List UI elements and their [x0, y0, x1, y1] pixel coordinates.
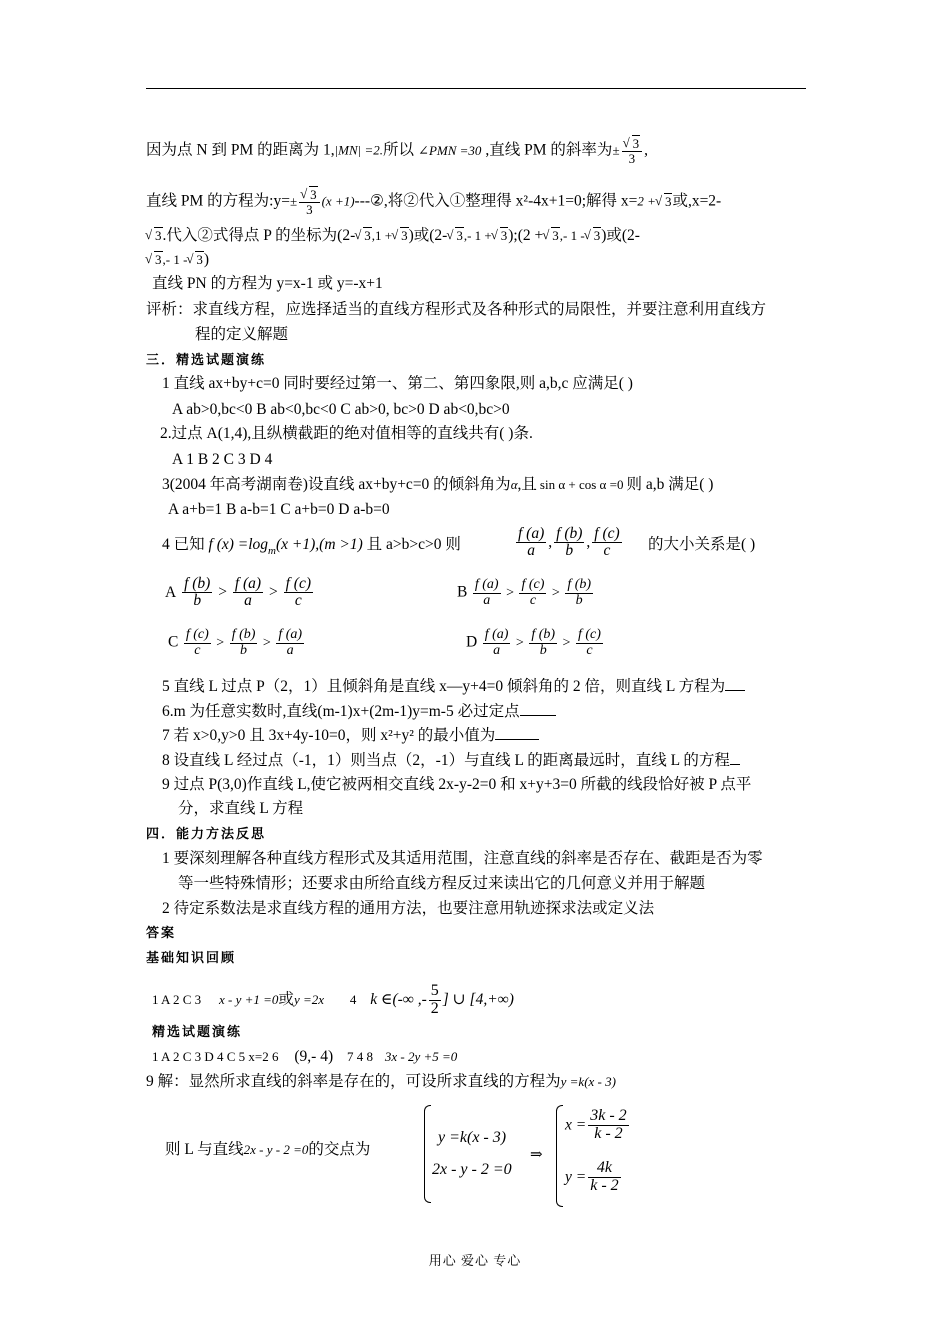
text-span: ,且	[517, 476, 537, 493]
text-span: 或,x=2-	[672, 192, 722, 210]
denominator: 3	[306, 201, 313, 217]
math-eq: x - y +1 =0	[219, 991, 279, 1007]
question-9-line-2: 分，求直线 L 方程	[178, 800, 304, 817]
right-brace	[556, 1105, 563, 1207]
system-intro	[165, 1140, 370, 1160]
text-line-3	[146, 226, 640, 246]
question-3-options: A a+b=1 B a-b=1 C a+b=0 D a-b=0	[168, 501, 390, 518]
question-8	[162, 750, 740, 771]
fraction-fb-b: $\frac{f (b)}{b}$	[231, 627, 256, 658]
fraction-fa-a: $\frac{f (a)}{a}$	[484, 627, 509, 658]
text-line-2	[146, 188, 721, 216]
fraction-fc-c: $\frac{f (c)}{c}$	[521, 577, 545, 608]
answer-blank	[495, 725, 539, 740]
math-sub-m: m	[268, 545, 276, 557]
math-root: 2 +	[637, 193, 656, 209]
solution-y	[565, 1160, 623, 1195]
gt-sign: >	[216, 635, 225, 651]
text-line-5: 直线 PN 的方程为 y=x-1 或 y=-x+1	[152, 275, 383, 292]
radicand: 3	[456, 228, 463, 243]
q4-ratios: $\frac{f (a)}{a}$ , $\frac{f (b)}{b}$ , $\frac{f (c)}{c}$	[518, 525, 620, 560]
radicand: 3	[364, 228, 371, 243]
system-equation-2: 2x - y - 2 =0	[432, 1161, 512, 1178]
text-span: .代入②式得点 P 的坐标为(2-	[162, 227, 356, 244]
radicand: 3	[155, 228, 162, 243]
math-eq: 3x - 2y +5 =0	[384, 1049, 458, 1064]
question-5	[162, 676, 745, 697]
question-1: 1 直线 ax+by+c=0 同时要经过第一、第二、第四象限,则 a,b,c 应满足( )	[162, 375, 633, 392]
reflection-1-line-2: 等一些特殊情形；还要求由所给直线方程反过来读出它的几何意义并用于解题	[178, 875, 706, 892]
fraction-fb-b: $\frac{f (b)}{b}$	[556, 525, 583, 560]
reflection-1-line-1: 1 要深刻理解各种直线方程形式及其适用范围，注意直线的斜率是否存在、截距是否为零	[162, 850, 763, 867]
radicand: 3	[632, 136, 640, 151]
question-6	[162, 701, 556, 722]
text-span: 或	[278, 990, 294, 1008]
text-span: 5 直线 L 过点 P（2，1）且倾斜角是直线 x—y+4=0 倾斜角的 2 倍，则直线 L 方程为	[162, 678, 726, 695]
fraction-fb-b: $\frac{f (b)}{b}$	[531, 627, 556, 658]
text-span: )或(2-	[408, 227, 448, 244]
math-pm: ±	[289, 193, 298, 209]
text-span: 7 若 x>0,y>0 且 3x+4y-10=0，则 x²+y² 的最小值为	[162, 727, 496, 744]
fraction-fa-a: $\frac{f (a)}{a}$	[234, 575, 262, 610]
question-3	[162, 475, 713, 495]
header-rule	[146, 88, 806, 89]
text-span: 1 A 2 C 3	[152, 991, 202, 1007]
math-pm: ±	[612, 142, 620, 158]
text-span: )	[203, 251, 210, 268]
text-span: ---②,将②代入①整理得 x²-4x+1=0;解得 x=	[354, 192, 638, 210]
answers-selected-heading: 精选试题演练	[152, 1024, 243, 1039]
fraction-fc-c: $\frac{f (c)}{c}$	[185, 627, 209, 658]
answer-blank	[730, 750, 740, 765]
math-eq: y =2x	[293, 991, 324, 1007]
text-span: ,- 1 -	[559, 228, 585, 243]
section-heading-4: 四．能力方法反思	[146, 826, 267, 841]
question-9-line-1: 9 过点 P(3,0)作直线 L,使它被两相交直线 2x-y-2=0 和 x+y+3=0 所截的线段恰好被 P 点平	[162, 776, 752, 793]
text-span: 则 a,b 满足( )	[626, 476, 714, 493]
text-span: 6.m 为任意实数时,直线(m-1)x+(2m-1)y=m-5 必过定点	[162, 703, 520, 720]
text-line-4	[146, 250, 209, 270]
math-arg: (x +1),(m >1)	[276, 536, 363, 553]
text-span: ,1 +	[371, 228, 393, 243]
math-x-plus-1: (x +1)	[321, 193, 355, 209]
question-2-options: A 1 B 2 C 3 D 4	[172, 451, 273, 468]
text-span: 7 4 8	[347, 1049, 374, 1064]
text-span: 的交点为	[308, 1141, 371, 1158]
fraction-fa-a: $\frac{f (a)}{a}$	[278, 627, 303, 658]
text-span: );(2 +	[508, 227, 544, 244]
math-angle: ∠PMN =30	[418, 142, 482, 158]
radicand: 3	[155, 252, 162, 267]
page-footer: 用心 爱心 专心	[428, 1253, 522, 1268]
gt-sign: >	[515, 635, 524, 651]
solution-line	[146, 1072, 616, 1092]
answers-basic-line	[152, 983, 514, 1018]
question-1-options: A ab>0,bc<0 B ab<0,bc<0 C ab>0, bc>0 D ab<0,bc>0	[172, 401, 510, 418]
text-span: )或(2-	[601, 227, 640, 244]
implies-arrow: ⇒	[530, 1147, 543, 1163]
radicand: 3	[552, 228, 559, 243]
gt-sign: >	[562, 635, 571, 651]
option-B	[457, 578, 595, 608]
math-x: x =	[565, 1116, 587, 1134]
radicand: 3	[500, 228, 508, 243]
radicand: 3	[310, 187, 317, 202]
math-y: y =	[565, 1168, 587, 1186]
text-span: 1 A 2 C 3 D 4 C 5 x=2 6	[152, 1049, 279, 1064]
question-2: 2.过点 A(1,4),且纵横截距的绝对值相等的直线共有( )条.	[160, 425, 533, 442]
text-span: 8 设直线 L 经过点（-1，1）则当点（2，-1）与直线 L 的距离最远时，直线 L 的方程	[162, 752, 730, 769]
fraction-sqrt3-over-3	[299, 188, 320, 216]
text-span: 且 a>b>c>0 则	[366, 536, 461, 553]
reflection-2: 2 待定系数法是求直线方程的通用方法，也要注意用轨迹探求法或定义法	[162, 900, 655, 917]
system-equation-1: y =k(x - 3)	[438, 1129, 507, 1146]
fraction-fc-c: $\frac{f (c)}{c}$	[577, 627, 601, 658]
answer-blank	[725, 676, 745, 691]
math-interval: ] ∪ [4,+∞)	[442, 990, 514, 1008]
text-line-1	[146, 137, 648, 165]
text-span: 3(2004 年高考湖南卷)设直线 ax+by+c=0 的倾斜角为	[162, 476, 511, 493]
text-span: 4 已知	[162, 536, 205, 553]
fraction-fa-a: $\frac{f (a)}{a}$	[474, 577, 499, 608]
text-span: ,直线 PM 的斜率为	[485, 141, 613, 159]
comment-line-2: 程的定义解题	[195, 326, 289, 343]
radicand: 3	[196, 252, 203, 267]
text-span: 所以	[383, 141, 415, 159]
fraction-fc-c: $\frac{f (c)}{c}$	[285, 575, 311, 610]
radicand: 3	[664, 193, 672, 209]
question-7	[162, 725, 539, 746]
question-4-tail: 的大小关系是( )	[648, 536, 756, 553]
math-point: (9,- 4)	[294, 1048, 334, 1065]
gt-sign: >	[268, 583, 278, 601]
answers-basic-heading: 基础知识回顾	[146, 950, 237, 965]
text-span: 直线 PM 的方程为:y=	[146, 192, 290, 210]
math-interval: k ∈(-∞ ,-	[370, 990, 427, 1008]
text-span: ,- 1 -	[162, 252, 188, 267]
denominator: 3	[628, 150, 636, 166]
option-label: C	[168, 633, 179, 651]
answer-blank	[520, 701, 556, 716]
math-eq: 2x - y - 2 =0	[243, 1142, 309, 1157]
option-C	[168, 628, 306, 658]
gt-sign: >	[218, 583, 227, 601]
radicand: 3	[593, 228, 601, 243]
math-eq: y =k(x - 3)	[560, 1074, 616, 1089]
answers-selected-line	[152, 1047, 457, 1067]
fraction-5-over-2: $\frac{5}{2}$	[430, 982, 439, 1017]
option-A	[165, 576, 315, 610]
text-span: 因为点 N 到 PM 的距离为 1,	[146, 141, 335, 159]
math-fx: f (x) =log	[208, 536, 269, 553]
fraction-x-solution: $\frac{3k - 2}{k - 2}$	[590, 1107, 627, 1142]
text-span: 4	[349, 991, 357, 1007]
option-label: A	[165, 583, 177, 601]
comment-line-1: 评析：求直线方程，应选择适当的直线方程形式及各种形式的局限性，并要注意利用直线方	[146, 301, 767, 318]
option-D	[466, 628, 605, 658]
option-label: D	[466, 633, 478, 651]
gt-sign: >	[262, 635, 271, 651]
math-mn: |MN| =2.	[334, 142, 384, 158]
solution-x	[565, 1108, 631, 1143]
fraction-sqrt3-over-3	[622, 137, 643, 165]
fraction-fa-a: $\frac{f (a)}{a}$	[518, 525, 545, 560]
fraction-y-solution: $\frac{4k}{k - 2}$	[590, 1159, 619, 1194]
left-brace	[424, 1105, 431, 1203]
text-span: 9 解：显然所求直线的斜率是存在的，可设所求直线的方程为	[146, 1073, 561, 1090]
radicand: 3	[401, 228, 408, 243]
fraction-fb-b: $\frac{f (b)}{b}$	[567, 577, 592, 608]
text-span: ,	[644, 141, 648, 159]
text-span: ,- 1 +	[463, 228, 492, 243]
gt-sign: >	[551, 585, 560, 601]
text-span: 则 L 与直线	[165, 1141, 244, 1158]
question-4	[162, 535, 461, 556]
option-label: B	[457, 583, 468, 601]
answers-heading: 答案	[146, 925, 177, 940]
math-alpha: α	[510, 477, 518, 492]
math-trig-eq: sin α + cos α =0	[539, 477, 624, 492]
fraction-fb-b: $\frac{f (b)}{b}$	[184, 575, 211, 610]
fraction-fc-c: $\frac{f (c)}{c}$	[594, 525, 620, 560]
gt-sign: >	[506, 585, 514, 601]
section-heading-3: 三．精选试题演练	[146, 352, 267, 367]
